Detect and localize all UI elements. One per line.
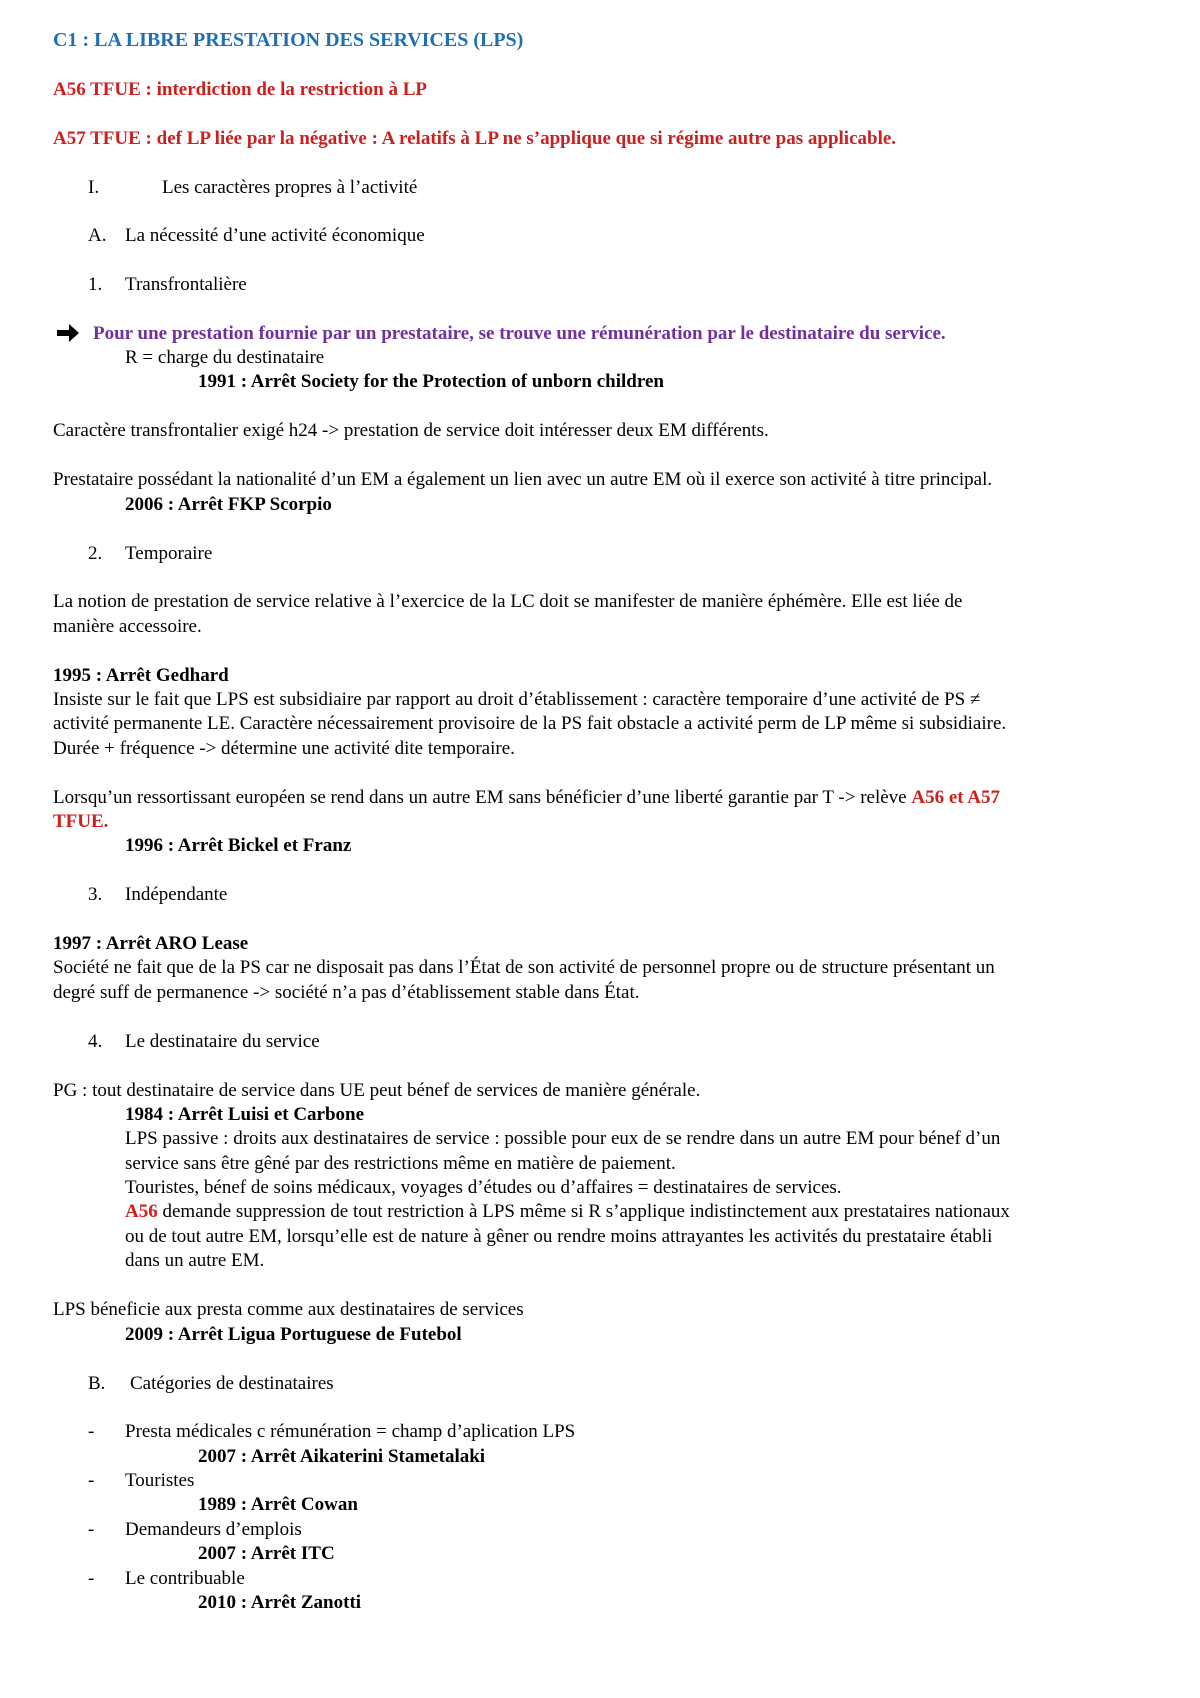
item-2-heading: Temporaire [125, 543, 213, 564]
section-I-heading: Les caractères propres à l’activité [162, 177, 418, 198]
article-a57: A57 TFUE : def LP liée par la négative : A relatifs à LP ne s’applique que si régime autre pas applicable. [53, 128, 897, 149]
list-item: Presta médicales c rémunération = champ d’aplication LPS [125, 1421, 576, 1442]
list-item-dash: - [88, 1519, 95, 1540]
article-reference-a56: A56 [125, 1201, 158, 1222]
item-4-number: 4. [88, 1031, 103, 1052]
arrow-right-icon [55, 322, 81, 351]
section-I-number: I. [88, 177, 100, 198]
paragraph-prestataire: Prestataire possédant la nationalité d’un EM a également un lien avec un autre EM où il exerce son activité à titre principal. [53, 469, 993, 490]
list-item: Le contribuable [125, 1568, 245, 1589]
item-1-heading: Transfrontalière [125, 274, 247, 295]
paragraph-lps-benef: LPS béneficie aux presta comme aux destinataires de services [53, 1299, 524, 1320]
paragraph-a56-line-3: dans un autre EM. [125, 1250, 265, 1271]
paragraph-a56-text: demande suppression de tout restriction à LPS même si R s’applique indistinctement aux prestataires nationaux [157, 1201, 1010, 1222]
paragraph-gedhard-line-2: activité permanente LE. Caractère nécessairement provisoire de la PS fait obstacle a activité perm de LP même si subsidiaire. [53, 713, 1007, 734]
paragraph-gedhard-line-1: Insiste sur le fait que LPS est subsidiaire par rapport au droit d’établissement : caractère temporaire d’une activité de PS ≠ [53, 689, 981, 710]
paragraph-aro-line-2: degré suff de permanence -> société n’a pas d’établissement stable dans État. [53, 982, 640, 1003]
item-2-number: 2. [88, 543, 103, 564]
paragraph-pg: PG : tout destinataire de service dans UE peut bénef de services de manière générale. [53, 1080, 701, 1101]
case-1995: 1995 : Arrêt Gedhard [53, 665, 229, 686]
case-1997: 1997 : Arrêt ARO Lease [53, 933, 249, 954]
document-title: C1 : LA LIBRE PRESTATION DES SERVICES (LPS) [53, 29, 524, 51]
list-item-dash: - [88, 1568, 95, 1589]
article-a56: A56 TFUE : interdiction de la restriction à LP [53, 79, 427, 100]
list-item-dash: - [88, 1470, 95, 1491]
case-2006: 2006 : Arrêt FKP Scorpio [125, 494, 332, 515]
list-item-dash: - [88, 1421, 95, 1442]
item-3-heading: Indépendante [125, 884, 228, 905]
section-B-heading: Catégories de destinataires [130, 1373, 334, 1394]
paragraph-luisi-line-1: LPS passive : droits aux destinataires de service : possible pour eux de se rendre dans un autre EM pour bénef d’un [125, 1128, 1001, 1149]
item-3-number: 3. [88, 884, 103, 905]
case-1991: 1991 : Arrêt Society for the Protection of unborn children [198, 371, 664, 392]
list-item-case: 2010 : Arrêt Zanotti [198, 1592, 362, 1613]
paragraph-notion-line-2: manière accessoire. [53, 616, 202, 637]
section-A-number: A. [88, 225, 107, 246]
case-1996: 1996 : Arrêt Bickel et Franz [125, 835, 352, 856]
paragraph-gedhard-line-3: Durée + fréquence -> détermine une activité dite temporaire. [53, 738, 515, 759]
list-item: Touristes [125, 1470, 195, 1491]
paragraph-ressortissant-text: Lorsqu’un ressortissant européen se rend dans un autre EM sans bénéficier d’une liberté garantie par T -> relève [53, 787, 912, 808]
paragraph-aro-line-1: Société ne fait que de la PS car ne disposait pas dans l’État de son activité de personnel propre ou de structure présentant un [53, 957, 995, 978]
list-item-case: 2007 : Arrêt Aikaterini Stametalaki [198, 1446, 486, 1467]
list-item-case: 2007 : Arrêt ITC [198, 1543, 335, 1564]
paragraph-notion-line-1: La notion de prestation de service relative à l’exercice de la LC doit se manifester de manière éphémère. Elle est liée de [53, 591, 963, 612]
paragraph-ressortissant [53, 786, 1000, 810]
section-B-number: B. [88, 1373, 106, 1394]
paragraph-transfrontalier: Caractère transfrontalier exigé h24 -> prestation de service doit intéresser deux EM différents. [53, 420, 769, 441]
paragraph-luisi-line-2: service sans être gêné par des restrictions même en matière de paiement. [125, 1153, 676, 1174]
list-item: Demandeurs d’emplois [125, 1519, 302, 1540]
article-reference-tfue: TFUE. [53, 811, 109, 832]
item-4-heading: Le destinataire du service [125, 1031, 320, 1052]
article-reference-a56-a57: A56 et A57 [911, 787, 1001, 808]
case-1984: 1984 : Arrêt Luisi et Carbone [125, 1104, 365, 1125]
case-2009: 2009 : Arrêt Ligua Portuguese de Futebol [125, 1324, 462, 1345]
item-1-number: 1. [88, 274, 103, 295]
arrow-statement: Pour une prestation fournie par un prestataire, se trouve une rémunération par le destinataire du service. [93, 323, 946, 344]
list-item-case: 1989 : Arrêt Cowan [198, 1494, 358, 1515]
paragraph-a56-line-1 [125, 1200, 1010, 1224]
paragraph-a56-line-2: ou de tout autre EM, lorsqu’elle est de nature à gêner ou rendre moins attrayantes les activités du prestataire établi [125, 1226, 993, 1247]
remuneration-note: R = charge du destinataire [125, 347, 325, 368]
paragraph-luisi-line-3: Touristes, bénef de soins médicaux, voyages d’études ou d’affaires = destinataires de services. [125, 1177, 842, 1198]
section-A-heading: La nécessité d’une activité économique [125, 225, 425, 246]
